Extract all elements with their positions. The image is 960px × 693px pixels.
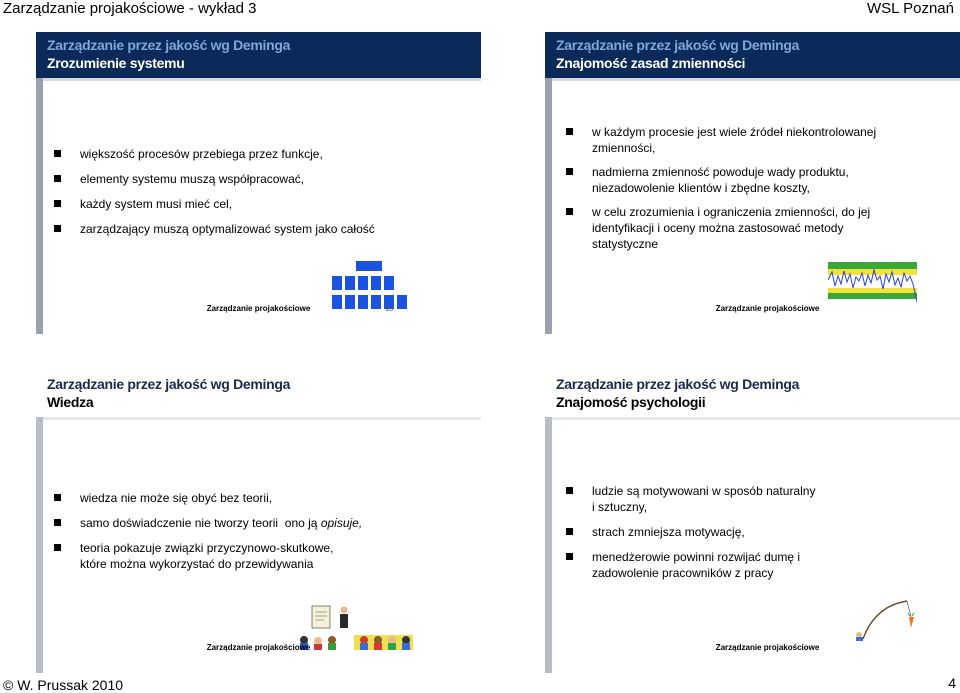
document-footer-left: © W. Prussak 2010 xyxy=(3,677,124,693)
slide-zrozumienie-systemu xyxy=(36,32,481,334)
slide-title-line1: Zarządzanie przez jakość wg Deminga xyxy=(47,376,291,392)
slide-bullets xyxy=(566,124,896,258)
slide-left-bar xyxy=(545,78,552,334)
bullet-text-tail: ono ją xyxy=(284,516,318,530)
slide-title-band xyxy=(36,32,481,78)
bullet-item: elementy systemu muszą współpracować, xyxy=(54,171,469,187)
carrot-stick-icon xyxy=(845,591,925,641)
slide-top-bar xyxy=(43,78,481,81)
bullet-text-italic: opisuje, xyxy=(320,516,363,530)
slide-top-bar xyxy=(552,78,960,81)
slide-bullets xyxy=(54,146,469,243)
slide-footer: Zarządzanie projakościowe xyxy=(715,304,820,313)
document-header-right: WSL Poznań xyxy=(867,0,954,17)
bullet-item: wiedza nie może się obyć bez teorii, xyxy=(54,490,469,506)
slide-bullets xyxy=(54,490,469,578)
slide-footer: Zarządzanie projakościowe xyxy=(715,643,820,652)
slide-title-line2: Znajomość zasad zmienności xyxy=(556,55,746,71)
bullet-item: zarządzający muszą optymalizować system jako całość xyxy=(54,221,469,237)
slide-title-line2: Wiedza xyxy=(47,394,94,410)
slide-title-band xyxy=(545,371,960,417)
slide-title-line1: Zarządzanie przez jakość wg Deminga xyxy=(556,376,800,392)
control-chart-icon xyxy=(828,262,917,308)
bullet-item: menedżerowie powinni rozwijać dumę i zadowolenie pracowników z pracy xyxy=(566,549,816,581)
slide-top-bar xyxy=(552,417,960,420)
bullet-item xyxy=(54,515,469,531)
slide-page-number: 13 xyxy=(385,306,393,313)
slide-title-line1: Zarządzanie przez jakość wg Deminga xyxy=(556,37,800,53)
slide-title-line1: Zarządzanie przez jakość wg Deminga xyxy=(47,37,291,53)
slide-top-bar xyxy=(43,417,481,420)
slide-title-band xyxy=(36,371,481,417)
slide-title-band xyxy=(545,32,960,78)
slide-znajomosc-psychologii xyxy=(545,371,960,673)
slide-left-bar xyxy=(545,417,552,673)
slide-left-bar xyxy=(36,78,43,334)
bullet-text: samo doświadczenie nie tworzy teorii xyxy=(80,516,279,530)
bullet-item: ludzie są motywowani w sposób naturalny i sztuczny, xyxy=(566,483,821,515)
slide-title-line2: Znajomość psychologii xyxy=(556,394,706,410)
slide-znajomosc-zasad-zmiennosci xyxy=(545,32,960,334)
bullet-item: w każdym procesie jest wiele źródeł niekontrolowanej zmienności, xyxy=(566,124,896,156)
slide-footer: Zarządzanie projakościowe xyxy=(206,643,311,652)
slide-title-line2: Zrozumienie systemu xyxy=(47,55,185,71)
bullet-item: nadmierna zmienność powoduje wady produktu, niezadowolenie klientów i zbędne koszty, xyxy=(566,164,896,196)
bullet-item: strach zmniejsza motywację, xyxy=(566,524,836,540)
document-header-left: Zarządzanie projakościowe - wykład 3 xyxy=(3,0,257,17)
bullet-item: każdy system musi mieć cel, xyxy=(54,196,469,212)
bullet-item: większość procesów przebiega przez funkcje, xyxy=(54,146,469,162)
bullet-item: w celu zrozumienia i ograniczenia zmienności, do jej identyfikacji i oceny można zastosować metody statystyczne xyxy=(566,204,896,252)
slide-bullets xyxy=(566,483,836,587)
document-page-number: 4 xyxy=(948,675,956,691)
bullet-item: teoria pokazuje związki przyczynowo-skutkowe, które można wykorzystać do przewidywania xyxy=(54,540,354,572)
slide-wiedza xyxy=(36,371,481,673)
slide-left-bar xyxy=(36,417,43,673)
slide-footer: Zarządzanie projakościowe xyxy=(206,304,311,313)
